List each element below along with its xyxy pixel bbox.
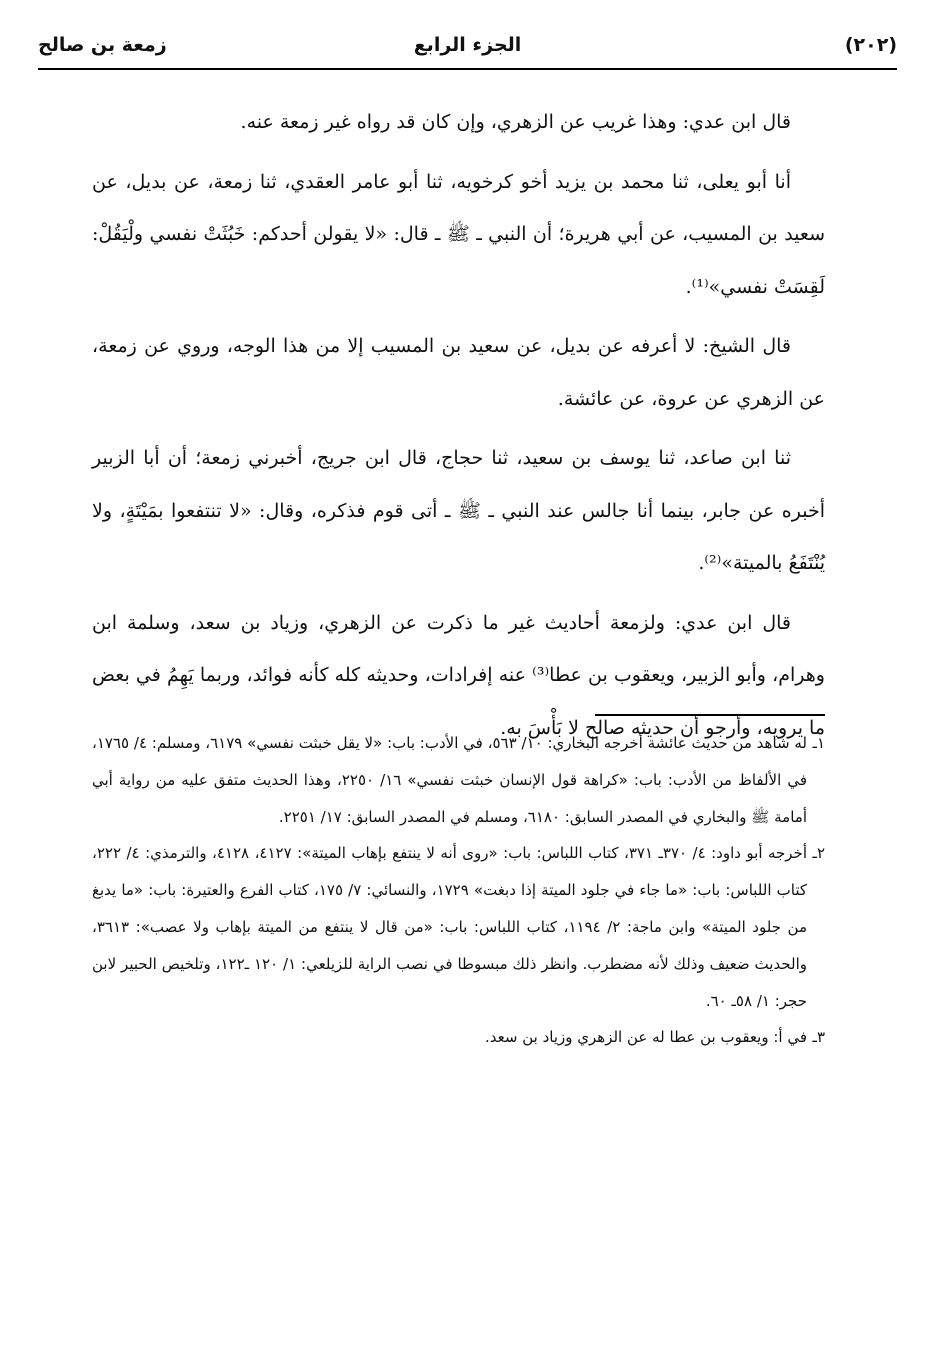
page-header [38, 30, 897, 70]
entry-name: زمعة بن صالح [38, 34, 167, 56]
paragraph: قال ابن عدي: وهذا غريب عن الزهري، وإن كان قد رواه غير زمعة عنه. [240, 111, 791, 133]
footnote-text: أخرجه أبو داود: ٤/ ٣٧٠ـ ٣٧١، كتاب اللباس: باب: «روى أنه لا ينتفع بإهاب الميتة»: ٤١٢٧، ٤١٢٨، والترمذي: ٤/ ٢٢٢، كتاب اللباس: باب: «ما جاء في جلود الميتة إذا دبغت» ١٧٢٩، والنسائي: ٧/ ١٧٥، كتاب الفرع والعتيرة: باب: «ما يدبغ من جلود الميتة» وابن ماجة: ٢/ ١١٩٤، كتاب اللباس: باب: «من قال لا ينتفع من الميتة بإهاب ولا عصب»: ٣٦١٣، والحديث ضعيف وذلك لأنه مضطرب. وانظر ذلك مبسوطا في نصب الراية للزيلعي: ١/ ١٢٠ ـ١٢٢، وتلخيص الحبير لابن حجر: ١/ ٥٨ـ ٦٠. [92, 844, 808, 1010]
footnote-separator [595, 714, 825, 716]
main-text [92, 96, 825, 761]
footnote [92, 835, 825, 1019]
footnote-number: ٢ـ [812, 844, 825, 863]
footnotes [92, 725, 825, 1056]
paragraph: أنا أبو يعلى، ثنا محمد بن يزيد أخو كرخويه، ثنا أبو عامر العقدي، ثنا زمعة، عن بديل، عن سعيد بن المسيب، عن أبي هريرة؛ أن النبي ـ ﷺ ـ قال: «لا يقولن أحدكم: خَبُثَتْ نفسي ولْيَقُلْ: لَقِسَتْ نفسي»⁽¹⁾. [92, 170, 825, 298]
footnote-number: ٣ـ [812, 1028, 825, 1047]
footnote-text: له شاهد من حديث عائشة أخرجه البخاري: ١٠/ ٥٦٣، في الأدب: باب: «لا يقل خبثت نفسي» ٦١٧٩، ومسلم: ٤/ ١٧٦٥، في الألفاظ من الأدب: باب: «كراهة قول الإنسان خبثت نفسي» ١٦/ ٢٢٥٠، وهذا الحديث متفق عليه من رواية أبي أمامة ﷺ والبخاري في المصدر السابق: ٦١٨٠، ومسلم في المصدر السابق: ١٧/ ٢٢٥١. [92, 734, 807, 826]
footnote-number: ١ـ [812, 734, 825, 752]
paragraph: قال ابن عدي: ولزمعة أحاديث غير ما ذكرت عن الزهري، وزياد بن سعد، وسلمة ابن وهرام، وأبو الزبير، ويعقوب بن عطا⁽³⁾ عنه إفرادات، وحديثه كله كأنه فوائد، وربما يَهِمُ في بعض ما يرويه، وأرجو أن حديثه صالح لا بَأْسَ به. [92, 611, 825, 739]
page-number: (٢٠٢) [844, 34, 897, 56]
part-title: الجزء الرابع [413, 34, 522, 56]
paragraph: قال الشيخ: لا أعرفه عن بديل، عن سعيد بن المسيب إلا من هذا الوجه، وروي عن زمعة، عن الزهري عن عروة، عن عائشة. [92, 335, 825, 410]
footnote [92, 725, 825, 835]
paragraph: ثنا ابن صاعد، ثنا يوسف بن سعيد، ثنا حجاج، قال ابن جريج، أخبرني زمعة؛ أن أبا الزبير أخبره عن جابر، بينما أنا جالس عند النبي ـ ﷺ ـ أتى قوم فذكره، وقال: «لا تنتفعوا بمَيْتَةٍ، ولا يُنْتَفَعُ بالميتة»⁽²⁾. [92, 447, 825, 574]
footnote [92, 1019, 825, 1056]
header-rule [38, 68, 897, 70]
footnote-text: في أ: ويعقوب بن عطا له عن الزهري وزياد بن سعد. [485, 1028, 807, 1047]
